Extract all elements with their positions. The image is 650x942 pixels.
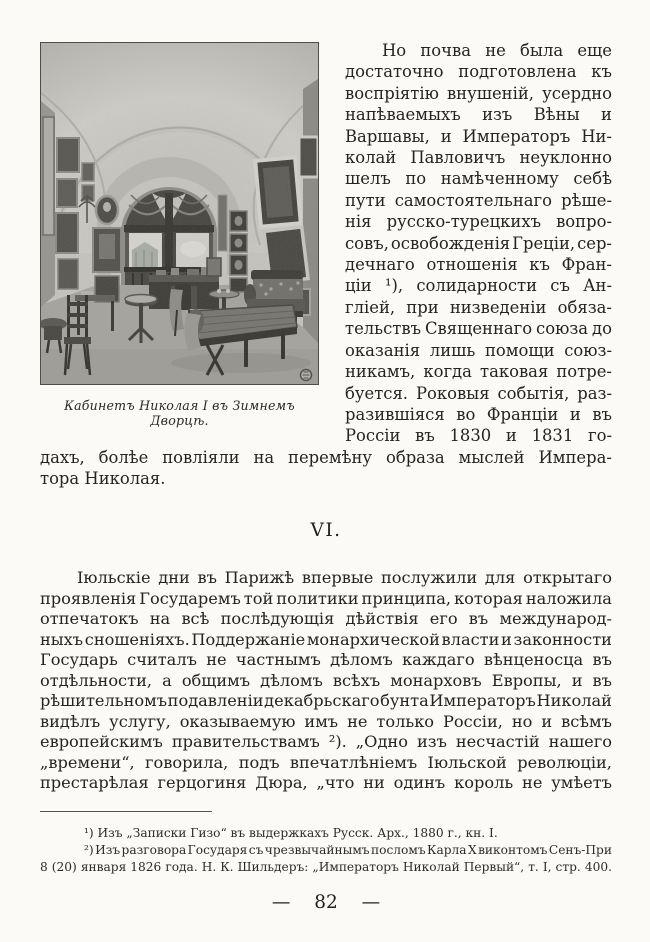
footnotes	[40, 825, 612, 877]
text-line: Россіи въ 1830 и 1831 го-	[345, 426, 612, 446]
text-line: европейскимъ правительствамъ ²). „Одно изъ несчастій нашего	[40, 732, 612, 752]
text-line: престарѣлая герцогиня Дюра, „что ни одинъ король не умѣетъ	[40, 773, 612, 793]
text-line: 8 (20) января 1826 года. Н. К. Шильдеръ: „Императоръ Николай Первый“, т. I, стр. 400.	[40, 860, 612, 875]
text-line: пути самостоятельнаго рѣше-	[345, 190, 612, 210]
text-line: дахъ, болѣе повліяли на перемѣну образа мыслей Импера-	[40, 447, 612, 467]
paragraph-continuation	[40, 447, 612, 490]
text-line: тельствъ Священнаго союза до	[345, 319, 612, 339]
text-line: шелъ по намѣченному себѣ	[345, 169, 612, 189]
text-line: совъ, освобожденія Греціи, сер-	[345, 233, 612, 253]
text-line: нія русско-турецкихъ вопро-	[345, 212, 612, 232]
paragraph-column	[345, 40, 612, 447]
text-line: оказанія лишь помощи союз-	[345, 340, 612, 360]
text-line: колай Павловичъ неуклонно	[345, 148, 612, 168]
text-line: тора Николая.	[40, 469, 166, 489]
text-line: Но почва не была еще	[382, 41, 612, 60]
section-heading: VI.	[310, 520, 342, 542]
text-line: дечнаго отношенія къ Фран-	[345, 255, 612, 275]
text-line: Варшавы, и Императоръ Ни-	[345, 126, 612, 146]
text-line: „времени“, говорила, подъ впечатлѣніемъ Іюльской революціи,	[40, 752, 612, 772]
text-line: ²) Изъ разговора Государя съ чрезвычайнымъ посломъ Карла X виконтомъ Сенъ-При	[84, 843, 612, 858]
text-line: проявленія Государемъ той политики принципа, которая наложила	[40, 588, 612, 608]
text-line: напѣваемыхъ изъ Вѣны и	[345, 105, 612, 125]
text-line: разившіяся во Франціи и въ	[345, 404, 612, 424]
top-section	[40, 40, 612, 447]
cabinet-illustration	[40, 42, 319, 385]
text-line: отдѣльности, а общимъ дѣломъ всѣхъ монарховъ Европы, и въ	[40, 670, 612, 690]
paragraph-main	[40, 568, 612, 794]
text-line: буется. Роковыя событія, раз-	[345, 383, 612, 403]
figure-caption: Кабинетъ Николая I въ Зимнемъ Дворцѣ.	[64, 398, 295, 428]
text-line: воспріятію внушеній, усердно	[345, 83, 612, 103]
text-line: достаточно подготовлена къ	[345, 62, 612, 82]
footnote-rule	[40, 811, 212, 812]
text-line: никамъ, когда таковая потре-	[345, 362, 612, 382]
text-line: рѣшительномъ подавленіи декабрьскаго бунта Императоръ Николай	[40, 691, 612, 711]
text-line: ¹) Изъ „Записки Гизо“ въ выдержкахъ Русск. Арх., 1880 г., кн. I.	[84, 825, 498, 840]
page-number: — 82 —	[271, 892, 381, 914]
footnote-2	[40, 842, 612, 876]
text-line: Іюльскіе дни въ Парижѣ впервые послужили для открытаго	[77, 568, 612, 588]
text-line: отпечатокъ на всѣ послѣдующія дѣйствія его въ международ-	[40, 609, 612, 629]
text-line: Государь считалъ не частнымъ дѣломъ каждаго вѣнценосца въ	[40, 650, 612, 670]
text-line: гліей, при низведеніи обяза-	[345, 297, 612, 317]
text-line: ціи ¹), солидарности съ Ан-	[345, 276, 612, 296]
text-line: видѣлъ услугу, оказываемую имъ не только Россіи, но и всѣмъ	[40, 711, 612, 731]
footnote-1	[40, 825, 612, 842]
figure-cabinet	[40, 42, 319, 428]
text-line: ныхъ сношеніяхъ. Поддержаніе монархической власти и законности	[40, 629, 612, 649]
